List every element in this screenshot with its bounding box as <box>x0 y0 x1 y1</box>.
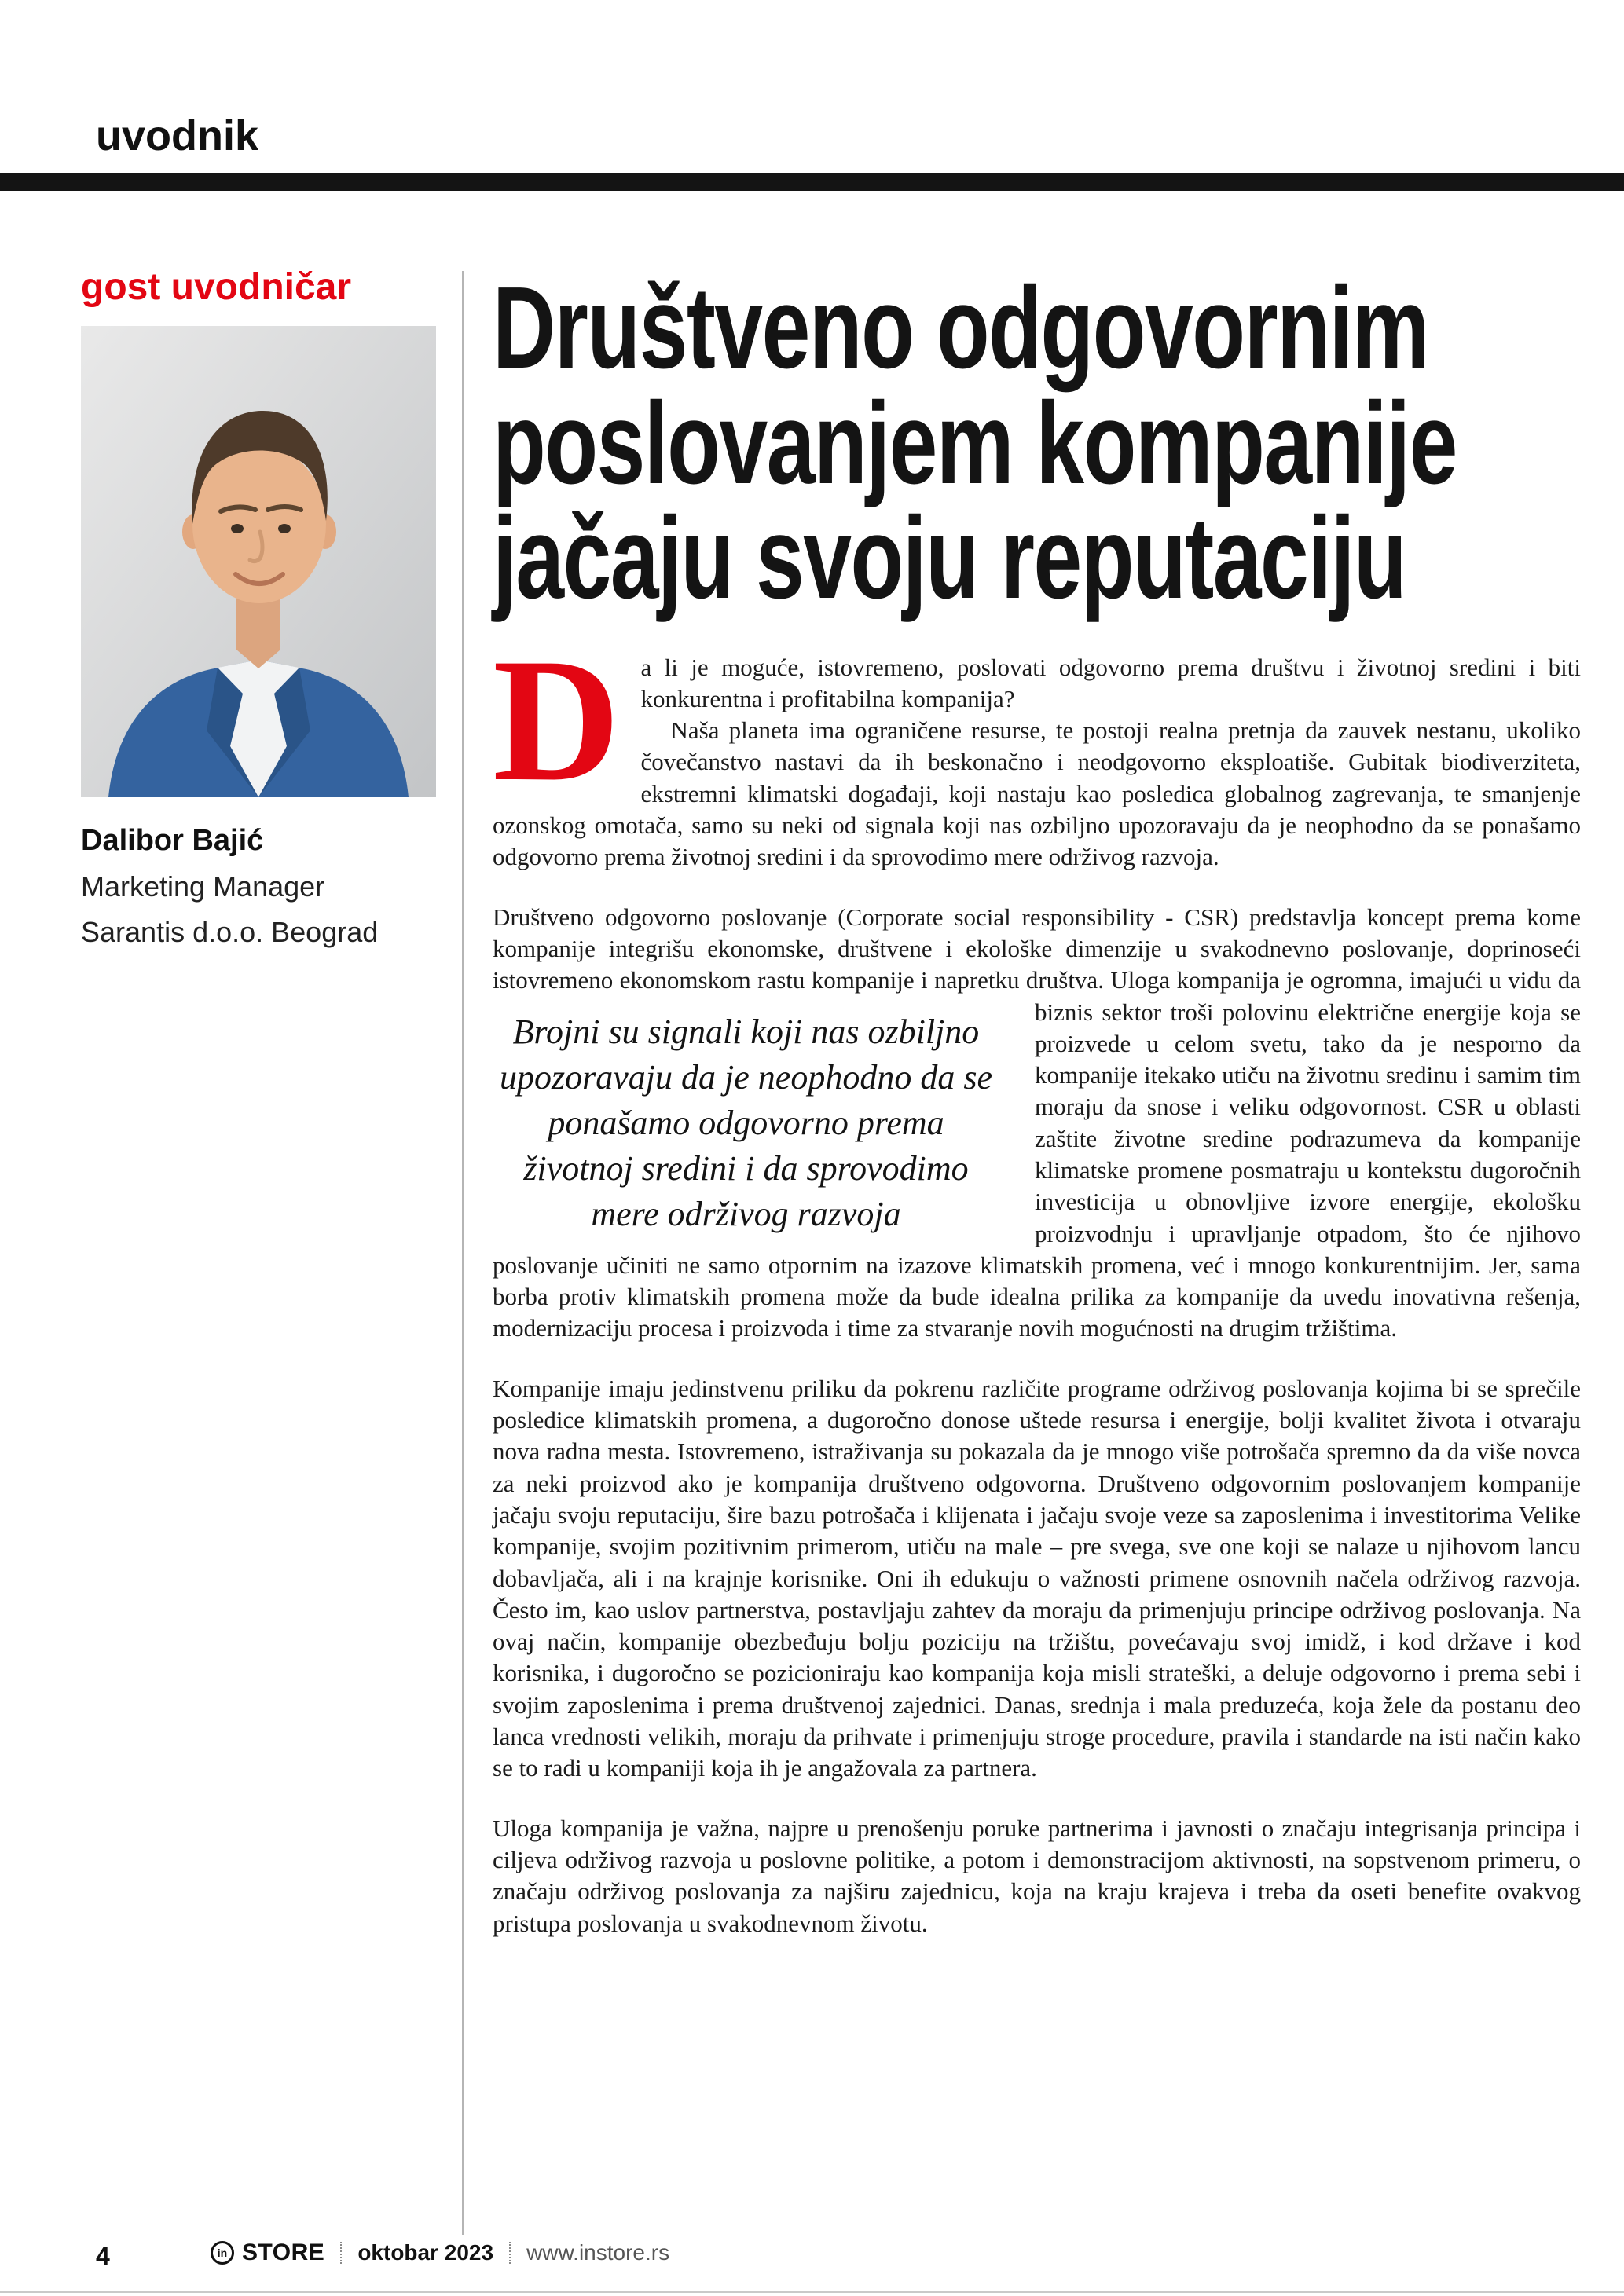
bottom-rule <box>0 2291 1624 2293</box>
lead-block <box>493 621 1581 873</box>
face-shape <box>192 445 326 603</box>
paragraph-text-before-quote: Društveno odgovorno poslovanje (Corporate social responsibility - CSR) predstavlja koncept prema kome kompanije integrišu ekonomske, društvene i ekološke dimenzije u svakodnevno poslovanje, doprinoseći istovremeno ekonomskom rastu kompanije i napretku društva. Uloga kompanija je ogromna, imajući u vidu da biznis sektor troši <box>493 903 1581 1026</box>
author-portrait-photo <box>81 326 436 797</box>
article-headline: Društveno odgovornim poslovanjem kompanije jačaju svoju reputaciju <box>493 263 1457 624</box>
body-paragraph: Naša planeta ima ograničene resurse, te postoji realna pretnja da zauvek nestanu, ukoliko čovečanstvo nastavi da ih beskonačno i neodgovorno eksploatiše. Gubitak biodiverziteta, ekstremni klimatski događaji, koji nastaju kao posledica globalnog zagrevanja, te smanjenje ozonskog omotača, samo su neki od signala koji nas ozbiljno upozoravaju da je neophodno da se ponašamo odgovorno prema životnoj sredini i da sprovodimo mere održivog razvoja. <box>493 716 1581 871</box>
dropcap-letter: D <box>493 621 621 818</box>
website-url: www.instore.rs <box>526 2240 670 2265</box>
footer-meta <box>211 2234 669 2272</box>
footer-separator <box>340 2242 342 2264</box>
body-paragraph: Uloga kompanija je važna, najpre u prenošenju poruke partnerima i javnosti o značaju integrisanja principa i ciljeva održivog razvoja u poslovne politike, a potom i demonstracijom aktivnosti, na sopstvenom primeru, o značaju održivog poslovanja za najširu zajednicu, koja na kraju krajeva i treba da oseti benefite ovakvog pristupa poslovanja u svakodnevnom životu. <box>493 1814 1581 1937</box>
pull-quote: Brojni su signali koji nas ozbiljno upozoravaju da je neophodno da se ponašamo odgovorno prema životnoj sredini i da sprovodimo mere održivog razvoja <box>500 1012 992 1233</box>
brand-label: STORE <box>242 2239 325 2265</box>
lead-paragraph: a li je moguće, istovremeno, poslovati odgovorno prema društvu i životnoj sredini i biti konkurentna i profitabilna kompanija? <box>640 653 1581 712</box>
guest-editor-kicker: gost uvodničar <box>81 266 352 308</box>
author-name: Dalibor Bajić <box>81 824 264 857</box>
eye-left <box>231 524 244 533</box>
page-number: 4 <box>96 2242 110 2270</box>
body-paragraph-with-quote <box>493 902 1581 1345</box>
top-rule <box>0 173 1624 191</box>
article-column <box>493 263 1581 1939</box>
footer-separator <box>509 2242 511 2264</box>
section-label: uvodnik <box>96 112 259 159</box>
paragraph-text-after-quote: polovinu električne energije koja se proizvede u celom svetu, tako da je nesporno da kompanije itekako utiču na životnu sredinu i samim tim moraju da snose i veliku odgovornost. CSR u oblasti zaštite životne sredine podrazumeva da kompanije klimatske promene posmatraju u kontekstu dugoročnih investicija u obnovljive izvore energije, ekološku proizvodnju i upravljanje otpadom, što će njihovo poslovanje učiniti ne samo otpornim na izazove klimatskih promena, već i mnogo konkurentnijim. Jer, sama borba protiv klimatskih promena može da bude idealna prilika za kompanije da uvedu inovativna rešenja, modernizaciju procesa i proizvoda i time za stvaranje novih mogućnosti na drugim tržištima. <box>493 998 1581 1342</box>
author-sidebar <box>81 265 436 949</box>
author-company: Sarantis d.o.o. Beograd <box>81 916 379 948</box>
issue-date: oktobar 2023 <box>357 2240 494 2265</box>
author-title: Marketing Manager <box>81 870 325 903</box>
body-paragraph: Kompanije imaju jedinstvenu priliku da pokrenu različite programe održivog poslovanja kojima bi se sprečile posledice klimatskih promena, a dugoročno donose uštede resursa i energije, bolji kvalitet života i otvaraju nova radna mesta. Istovremeno, istraživanja su pokazala da je mnogo više potrošača spremno da da više novca za neki proizvod ako je kompanija društveno odgovorna. Društveno odgovornim poslovanjem kompanije jačaju svoju reputaciju, šire bazu potrošača i klijenata i jačaju svoje veze sa zaposlenima i investitorima Velike kompanije, svojim pozitivnim primerom, utiču na male – pre svega, sve one koji se nalaze u njihovom lancu dobavljača, ali i na krajnje korisnike. Oni ih edukuju o važnosti primene osnovnih načela održivog razvoja. Često im, kao uslov partnerstva, postavljaju zahtev da moraju da primenjuju principe održivog poslovanja. Na ovaj način, kompanije obezbeđuju bolju poziciju na tržištu, povećavaju svoj imidž, i kod države i kod korisnika, i dugoročno se pozicioniraju kao kompanija koja misli strateški, a deluje odgovorno i prema sebi i svojim zaposlenima i prema društvenoj zajednici. Danas, srednja i mala preduzeća, koja žele da postanu deo lanca vrednosti velikih, moraju da prihvate i primenjuju stroge procedure, pravila i standarde na isti način kako se to radi u kompaniji koja ih je angažovala za partnera. <box>493 1374 1581 1782</box>
eye-right <box>278 524 291 533</box>
article-body <box>493 621 1581 1939</box>
column-divider <box>462 271 464 2235</box>
instore-logo-icon: in <box>211 2241 234 2265</box>
